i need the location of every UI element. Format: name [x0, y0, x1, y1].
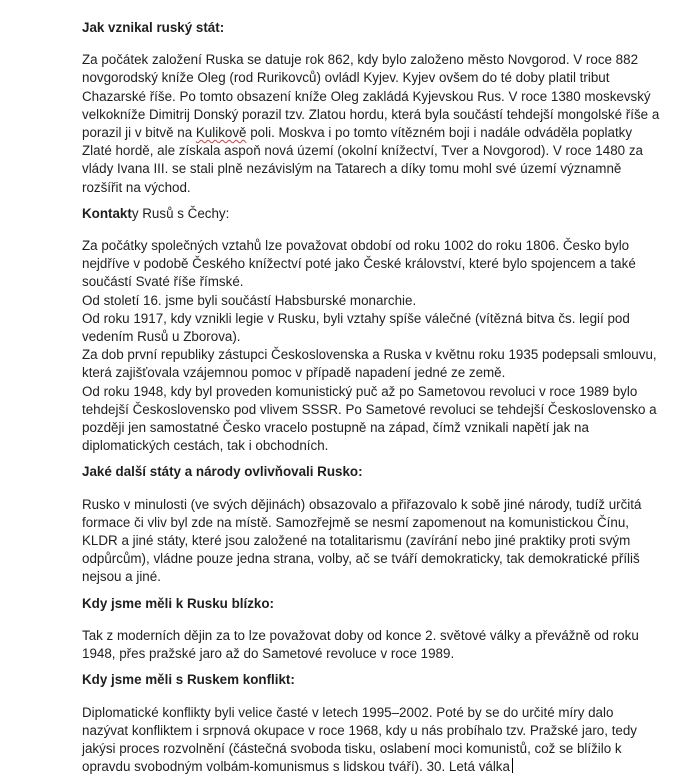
paragraph-close-relations[interactable]: Tak z moderních dějin za to lze považovat doby od konce 2. světové války a převážně od roku 1948, přes pražské jaro až do Sametové revoluce v roce 1989.	[82, 627, 662, 663]
section-heading-contacts	[82, 205, 662, 223]
section-heading-russian-state: Jak vznikal ruský stát:	[82, 19, 662, 37]
text-run: poli. Moskva i po tomto vítězném boji i nadále odváděla poplatky Zlaté hordě, ale získala aspoň nová území (okolní knížectví, Tver a Novgorod). V roce 1480 za vlády Ivana III. se stali plně nezávislým na Tatarech a díky tomu mohl své území významně rozšířit na východ.	[82, 125, 643, 195]
paragraph-contacts-5[interactable]: Od roku 1948, kdy byl proveden komunistický puč až po Sametovou revoluci v roce 1989 bylo tehdejší Československo pod vlivem SSSR. Po Sametové revoluci se tehdejší Československo a později jen samostatné Česko vracelo postupně na západ, čímž vznikali napětí jak na diplomatických cestách, tak i obchodních.	[82, 383, 662, 456]
paragraph-contacts-1[interactable]: Za počátky společných vztahů lze považovat období od roku 1002 do roku 1806. Česko bylo nejdříve v podobě Českého knížectví poté jako České království, které bylo spojencem a také součástí Svaté říše římské.	[82, 237, 662, 292]
paragraph-contacts-3[interactable]: Od roku 1917, kdy vznikli legie v Rusku, byli vztahy spíše válečné (vítězná bitva čs. legií pod vedením Rusů u Zborova).	[82, 310, 662, 346]
heading-bold-part: Kontakt	[82, 206, 132, 221]
text-cursor	[512, 758, 513, 773]
paragraph-contacts-2[interactable]: Od století 16. jsme byli součástí Habsburské monarchie.	[82, 292, 662, 310]
text-run: Za počátek založení Ruska se datuje rok 862, kdy bylo založeno město Novgorod. V roce 882 novgorodský kníže Oleg (rod Rurikovců) ovládl Kyjev. Kyjev ovšem do té doby platil tribut Chazarské říše. Po tomto obsazení kníže Oleg zakládá Kyjevskou Rus. V roce 1380 moskevský velkokníže Dimitrij Donský porazil tzv. Zlatou hordu, která byla součástí tehdejší mongolské říše a porazil ji v bitvě na	[82, 52, 659, 140]
spellcheck-flagged-word[interactable]: Kulikově	[196, 125, 247, 140]
section-heading-influences: Jaké další státy a národy ovlivňovali Rusko:	[82, 463, 662, 481]
section-heading-close-relations: Kdy jsme měli k Rusku blízko:	[82, 595, 662, 613]
section-heading-conflicts: Kdy jsme měli s Ruskem konflikt:	[82, 671, 662, 689]
paragraph-influences[interactable]: Rusko v minulosti (ve svých dějinách) obsazovalo a přiřazovalo k sobě jiné národy, tudíž určitá formace či vliv byl zde na místě. Samozřejmě se nesmí zapomenout na komunistickou Čínu, KLDR a jiné státy, které jsou založené na totalitarismu (zavírání nebo jiné praktiky proti svým odpůrcům), vládne pouze jedna strana, volby, ač se tváří demokraticky, tak demokratické příliš nejsou a jiné.	[82, 496, 662, 587]
text-run: Diplomatické konflikty byli velice časté v letech 1995–2002. Poté by se do určité míry dalo nazývat konfliktem i srpnová okupace v roce 1968, kdy u nás probíhalo tzv. Pražské jaro, tedy jakýsi proces rozvolnění (částečná svoboda tisku, oslabení moci komunistů, což se blížilo k opravdu svobodným volbám-komunismus s lidskou tváří). 30. Letá válka	[82, 705, 637, 775]
paragraph-conflicts[interactable]	[82, 704, 662, 776]
paragraph-contacts-4[interactable]: Za dob první republiky zástupci Československa a Ruska v květnu roku 1935 podepsali smlouvu, která zajišťovala vzájemnou pomoc v případě napadení jedné ze země.	[82, 346, 662, 382]
paragraph-russian-state[interactable]	[82, 51, 662, 197]
heading-normal-part: y Rusů s Čechy:	[132, 206, 230, 221]
